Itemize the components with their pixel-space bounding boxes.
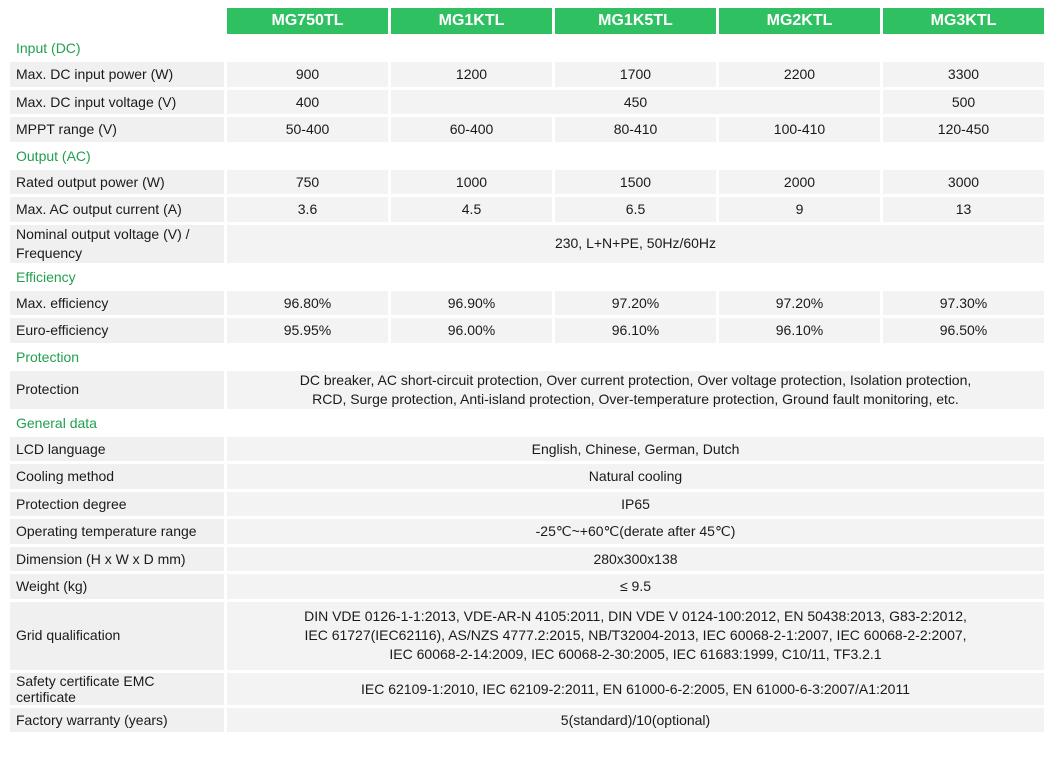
cell-value: IEC 62109-1:2010, IEC 62109-2:2011, EN 61000-6-2:2005, EN 61000-6-3:2007/A1:2011 — [227, 673, 1044, 705]
header-blank — [10, 8, 224, 34]
table-row — [10, 673, 1044, 705]
cell-value: 120-450 — [883, 117, 1044, 142]
label-line: Frequency — [16, 244, 83, 261]
cell-value: 5(standard)/10(optional) — [227, 708, 1044, 733]
row-label — [10, 225, 224, 263]
cell-value: 3000 — [883, 170, 1044, 195]
cell-value: 96.50% — [883, 318, 1044, 343]
row-label: Operating temperature range — [10, 519, 224, 544]
row-label: Grid qualification — [10, 602, 224, 670]
row-label: Dimension (H x W x D mm) — [10, 547, 224, 572]
model-header: MG3KTL — [883, 8, 1044, 34]
cell-value: 80-410 — [555, 117, 716, 142]
cell-value: 96.10% — [555, 318, 716, 343]
cell-value: 96.00% — [391, 318, 552, 343]
cell-value: 13 — [883, 197, 1044, 222]
cell-value: 2000 — [719, 170, 880, 195]
section-protection-title: Protection — [10, 346, 1044, 368]
table-row — [10, 291, 1044, 316]
section-row — [10, 346, 1044, 368]
row-label: LCD language — [10, 437, 224, 462]
value-line: IEC 60068-2-14:2009, IEC 60068-2-30:2005, IEC 61683:1999, C10/11, TF3.2.1 — [389, 646, 882, 662]
row-label: Protection — [10, 371, 224, 409]
cell-value: 230, L+N+PE, 50Hz/60Hz — [227, 225, 1044, 263]
cell-value: 96.10% — [719, 318, 880, 343]
cell-value — [227, 371, 1044, 409]
row-label: Rated output power (W) — [10, 170, 224, 195]
table-row — [10, 492, 1044, 517]
cell-value: 97.20% — [555, 291, 716, 316]
cell-value — [227, 602, 1044, 670]
cell-value: 50-400 — [227, 117, 388, 142]
cell-value: 6.5 — [555, 197, 716, 222]
value-line: DIN VDE 0126-1-1:2013, VDE-AR-N 4105:2011, DIN VDE V 0124-100:2012, EN 50438:2013, G83-2:2012, — [304, 608, 967, 624]
cell-value: 1500 — [555, 170, 716, 195]
value-line: RCD, Surge protection, Anti-island protection, Over-temperature protection, Ground fault monitoring, etc. — [312, 390, 959, 407]
row-label: Protection degree — [10, 492, 224, 517]
row-label: Euro-efficiency — [10, 318, 224, 343]
model-header: MG1KTL — [391, 8, 552, 34]
cell-value: 97.30% — [883, 291, 1044, 316]
table-row — [10, 117, 1044, 142]
value-line: DC breaker, AC short-circuit protection, Over current protection, Over voltage protection, Isolation protection, — [299, 371, 972, 388]
row-label: MPPT range (V) — [10, 117, 224, 142]
cell-value: 500 — [883, 90, 1044, 115]
section-efficiency-title: Efficiency — [10, 266, 1044, 288]
cell-value: IP65 — [227, 492, 1044, 517]
cell-value: -25℃~+60℃(derate after 45℃) — [227, 519, 1044, 544]
table-row — [10, 519, 1044, 544]
model-header: MG750TL — [227, 8, 388, 34]
model-header: MG2KTL — [719, 8, 880, 34]
section-row — [10, 412, 1044, 434]
section-row — [10, 266, 1044, 288]
cell-value: 100-410 — [719, 117, 880, 142]
table-row — [10, 62, 1044, 87]
cell-value: 96.90% — [391, 291, 552, 316]
cell-value: English, Chinese, German, Dutch — [227, 437, 1044, 462]
cell-value: 750 — [227, 170, 388, 195]
section-row — [10, 145, 1044, 167]
row-label: Max. efficiency — [10, 291, 224, 316]
cell-value: 96.80% — [227, 291, 388, 316]
spec-table — [7, 5, 1047, 735]
table-row — [10, 170, 1044, 195]
model-header: MG1K5TL — [555, 8, 716, 34]
row-label: Safety certificate EMC certificate — [10, 673, 224, 705]
row-label: Max. DC input voltage (V) — [10, 90, 224, 115]
cell-value: 900 — [227, 62, 388, 87]
cell-value: ≤ 9.5 — [227, 574, 1044, 599]
cell-value: 450 — [391, 90, 880, 115]
row-label: Factory warranty (years) — [10, 708, 224, 733]
table-row — [10, 602, 1044, 670]
cell-value: 97.20% — [719, 291, 880, 316]
table-row — [10, 371, 1044, 409]
table-row — [10, 464, 1044, 489]
cell-value: 2200 — [719, 62, 880, 87]
cell-value: Natural cooling — [227, 464, 1044, 489]
cell-value: 60-400 — [391, 117, 552, 142]
label-line: Nominal output voltage (V) / — [16, 225, 190, 242]
cell-value: 95.95% — [227, 318, 388, 343]
row-label: Max. DC input power (W) — [10, 62, 224, 87]
section-input-title: Input (DC) — [10, 37, 1044, 59]
cell-value: 400 — [227, 90, 388, 115]
table-row — [10, 197, 1044, 222]
table-row — [10, 708, 1044, 733]
section-general-title: General data — [10, 412, 1044, 434]
cell-value: 3300 — [883, 62, 1044, 87]
row-label: Weight (kg) — [10, 574, 224, 599]
value-line: IEC 61727(IEC62116), AS/NZS 4777.2:2015, NB/T32004-2013, IEC 60068-2-1:2007, IEC 60068-2-2:2007, — [304, 627, 967, 643]
table-row — [10, 547, 1044, 572]
cell-value: 1200 — [391, 62, 552, 87]
table-row — [10, 437, 1044, 462]
row-label: Cooling method — [10, 464, 224, 489]
cell-value: 1700 — [555, 62, 716, 87]
table-row — [10, 574, 1044, 599]
section-row — [10, 37, 1044, 59]
table-row — [10, 225, 1044, 263]
cell-value: 4.5 — [391, 197, 552, 222]
cell-value: 1000 — [391, 170, 552, 195]
row-label: Max. AC output current (A) — [10, 197, 224, 222]
cell-value: 280x300x138 — [227, 547, 1044, 572]
section-output-title: Output (AC) — [10, 145, 1044, 167]
table-row — [10, 90, 1044, 115]
table-row — [10, 318, 1044, 343]
cell-value: 9 — [719, 197, 880, 222]
cell-value: 3.6 — [227, 197, 388, 222]
header-row — [10, 8, 1044, 34]
